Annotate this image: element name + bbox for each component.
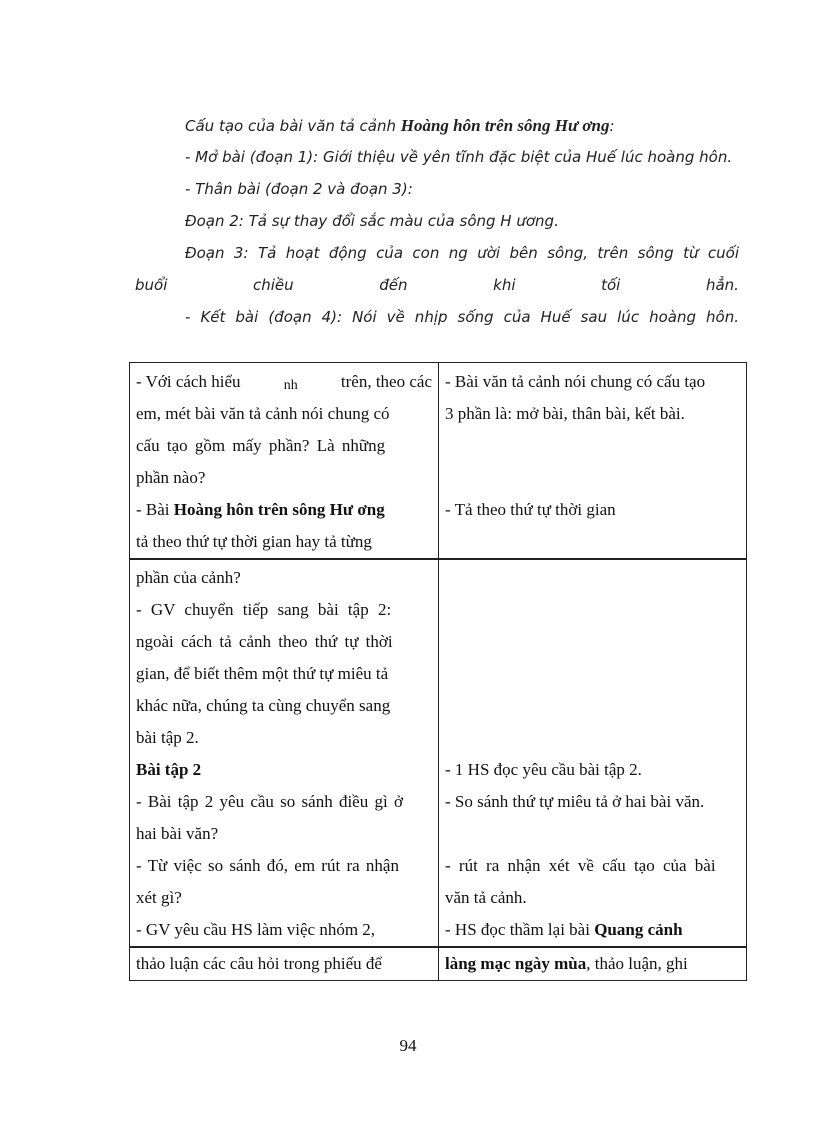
table1-right-line-5: - Tả theo thứ tự thời gian bbox=[445, 500, 616, 519]
table2-left-line-6: bài tập 2. bbox=[136, 728, 199, 747]
intro-line-3: - Thân bài (đoạn 2 và đoạn 3): bbox=[185, 180, 413, 198]
table2-right-line-10: - rút ra nhận xét về cấu tạo của bài bbox=[445, 856, 716, 875]
table2-left-line-4: gian, để biết thêm một thứ tự miêu tả bbox=[136, 664, 389, 683]
table1-left-line-3: cấu tạo gồm mấy phần? Là những bbox=[136, 436, 386, 455]
table2-left-line-12: - GV yêu cầu HS làm việc nhóm 2, bbox=[136, 920, 376, 939]
table2-left-line-11: xét gì? bbox=[136, 888, 182, 907]
teacher-activity-cell-3 bbox=[130, 945, 439, 981]
table2-left-line-2: - GV chuyển tiếp sang bài tập 2: bbox=[136, 600, 392, 619]
table2-left-line-5: khác nữa, chúng ta cùng chuyển sang bbox=[136, 696, 391, 715]
table1-left-line-1: - Với cách hiểu nh trên, theo các bbox=[136, 372, 432, 393]
table2-right-line-7: - 1 HS đọc yêu cầu bài tập 2. bbox=[445, 760, 642, 779]
table2-right-line-12: - HS đọc thầm lại bài Quang cảnh bbox=[445, 920, 683, 939]
lesson-table-part-1 bbox=[129, 362, 747, 560]
page-number: 94 bbox=[399, 1036, 417, 1055]
intro-line-1: Cấu tạo của bài văn tả cảnh Hoàng hôn trên sông Hư ơng: bbox=[185, 116, 615, 135]
student-activity-cell-3 bbox=[439, 945, 747, 981]
table2-left-line-9: hai bài văn? bbox=[136, 824, 219, 843]
table1-left-line-5: - Bài Hoàng hôn trên sông Hư ơng bbox=[136, 500, 385, 519]
lesson-table-part-2 bbox=[129, 559, 747, 948]
table2-left-line-3: ngoài cách tả cảnh theo thứ tự thời bbox=[136, 632, 393, 651]
table2-left-line-1: phần của cảnh? bbox=[136, 568, 241, 587]
teacher-activity-cell-2 bbox=[130, 559, 439, 947]
student-activity-cell-1 bbox=[439, 363, 747, 560]
lesson-table-part-3 bbox=[129, 945, 747, 981]
table2-left-line-8: - Bài tập 2 yêu cầu so sánh điều gì ở bbox=[136, 792, 403, 811]
intro-line-4: Đoạn 2: Tả sự thay đổi sắc màu của sông H ương. bbox=[185, 212, 559, 230]
table1-left-line-4: phần nào? bbox=[136, 468, 206, 487]
table2-left-line-10: - Từ việc so sánh đó, em rút ra nhận bbox=[136, 856, 399, 875]
exercise-2-heading: Bài tập 2 bbox=[136, 760, 202, 779]
table1-right-line-1: - Bài văn tả cảnh nói chung có cấu tạo bbox=[445, 372, 706, 391]
intro-line-7: - Kết bài (đoạn 4): Nói về nhịp sống của Huế sau lúc hoàng hôn. bbox=[185, 308, 739, 326]
table1-right-line-2: 3 phần là: mở bài, thân bài, kết bài. bbox=[445, 404, 685, 423]
intro-line-2: - Mở bài (đoạn 1): Giới thiệu về yên tĩnh đặc biệt của Huế lúc hoàng hôn. bbox=[185, 148, 733, 166]
table3-left-line-1: thảo luận các câu hỏi trong phiếu để bbox=[136, 954, 382, 973]
table2-right-line-11: văn tả cảnh. bbox=[445, 888, 527, 907]
table1-left-line-2: em, mét bài văn tả cảnh nói chung có bbox=[136, 404, 390, 423]
table2-right-line-8: - So sánh thứ tự miêu tả ở hai bài văn. bbox=[445, 792, 705, 811]
table3-right-line-1: làng mạc ngày mùa, thảo luận, ghi bbox=[445, 954, 688, 973]
intro-line-6: buổi chiều đến khi tối hẳn. bbox=[135, 276, 739, 294]
intro-line-5: Đoạn 3: Tả hoạt động của con ng ười bên sông, trên sông từ cuối bbox=[185, 244, 739, 262]
student-activity-cell-2 bbox=[439, 559, 747, 947]
teacher-activity-cell-1 bbox=[130, 363, 439, 560]
table1-left-line-6: tả theo thứ tự thời gian hay tả từng bbox=[136, 532, 372, 551]
